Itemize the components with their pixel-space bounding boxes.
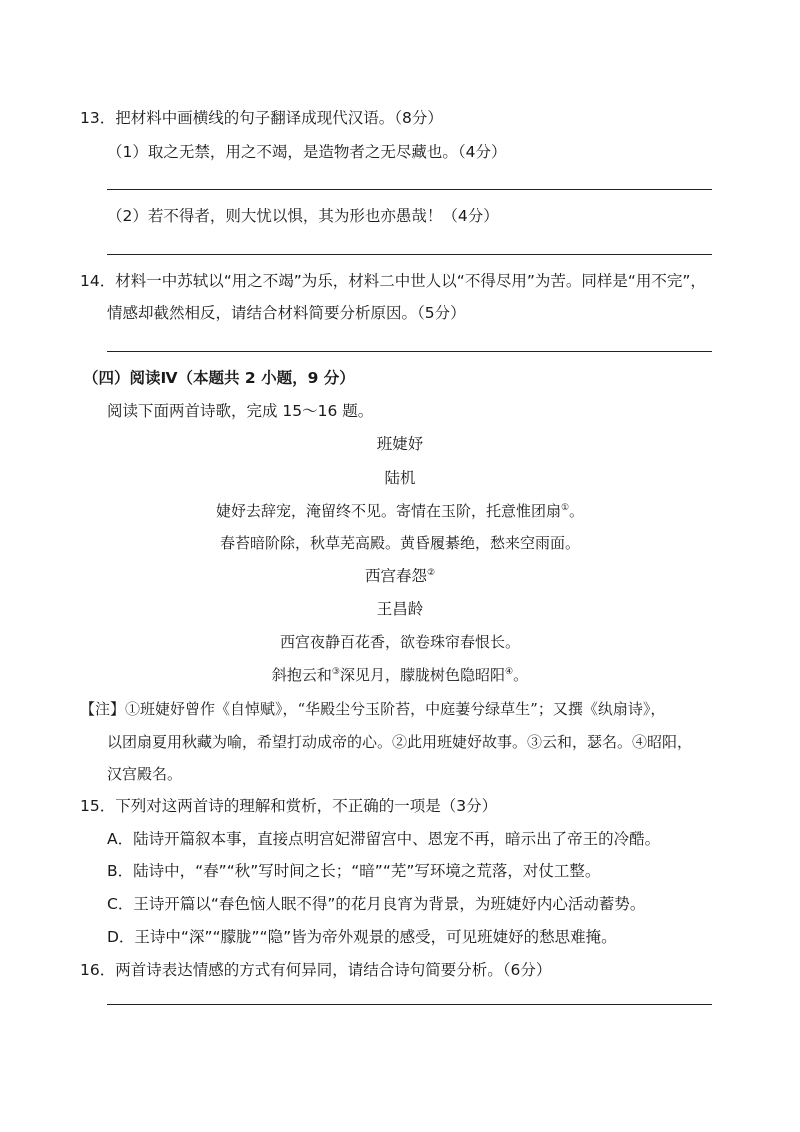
poem-1-title: 班婕妤 [376,435,424,453]
poem-2-line-1: 西宫夜静百花香，欲卷珠帘春恨长。 [279,633,520,651]
question-15-option-d: D．王诗中“深”“朦胧”“隐”皆为帝外观景的感受，可见班婕妤的愁思难掩。 [107,928,617,946]
poem-1-line-1 [0,500,800,522]
notes-line-3: 汉宫殿名。 [107,765,183,783]
poem-1-line-2: 春苔暗阶除，秋草芜高殿。黄昏履綦绝，愁来空雨面。 [219,534,580,552]
question-15-option-a: A．陆诗开篇叙本事，直接点明宫妃滞留宫中、恩宠不再，暗示出了帝王的冷酷。 [107,830,661,848]
poem-1-author: 陆机 [384,469,416,487]
question-14-line2: 情感却截然相反，请结合材料简要分析原因。（5分） [107,304,466,322]
poem-2-line-2-c: 。 [513,666,529,684]
poem-1-line-1-text: 婕妤去辞宠，淹留终不见。寄情在玉阶，托意惟团扇 [215,502,561,520]
section-4-heading: （四）阅读Ⅳ（本题共 2 小题，9 分） [83,369,355,387]
notes-line-1: 【注】①班婕妤曾作《自悼赋》，“华殿尘兮玉阶苔，中庭萋兮绿草生”；又撰《纨扇诗》， [80,700,666,718]
question-13-sub2: （2）若不得者，则大忧以惧，其为形也亦愚哉！（4分） [107,207,499,225]
notes-line-2: 以团扇夏用秋藏为喻，希望打动成帝的心。②此用班婕妤故事。③云和，瑟名。④昭阳， [107,733,693,751]
poem-2-line-2 [0,664,800,686]
question-16-prompt: 16．两首诗表达情感的方式有何异同，请结合诗句简要分析。（6分） [80,961,552,979]
poem-2-line-2-a: 斜抱云和 [271,666,332,684]
poem-2-author: 王昌龄 [376,600,424,618]
answer-line-14 [107,351,712,352]
poem-2-title-text: 西宫春怨 [364,567,427,585]
section-4-instruction: 阅读下面两首诗歌，完成 15～16 题。 [107,402,374,420]
poem-2-title [0,565,800,587]
question-13-prompt: 13．把材料中画横线的句子翻译成现代汉语。（8分） [80,109,443,127]
question-15-option-c: C．王诗开篇以“春色恼人眠不得”的花月良宵为背景，为班婕妤内心活动蓄势。 [107,895,646,913]
poem-1-line-1-end: 。 [569,502,585,520]
question-14-line1: 14．材料一中苏轼以“用之不竭”为乐，材料二中世人以“不得尽用”为苦。同样是“用不完”， [80,272,706,290]
note-marker-2: ② [426,568,436,578]
answer-line-16 [107,1004,712,1005]
answer-line-13-1 [107,189,712,190]
note-marker-1: ① [560,503,570,513]
question-15-prompt: 15．下列对这两首诗的理解和赏析，不正确的一项是（3分） [80,797,498,815]
poem-2-line-2-b: 深见月，朦胧树色隐昭阳 [339,666,505,684]
question-13-sub1: （1）取之无禁，用之不竭，是造物者之无尽藏也。（4分） [107,143,507,161]
note-marker-4: ④ [505,667,514,677]
note-marker-3: ③ [331,667,340,677]
question-15-option-b: B．陆诗中，“春”“秋”写时间之长；“暗”“芜”写环境之荒落，对仗工整。 [107,862,601,880]
answer-line-13-2 [107,254,712,255]
